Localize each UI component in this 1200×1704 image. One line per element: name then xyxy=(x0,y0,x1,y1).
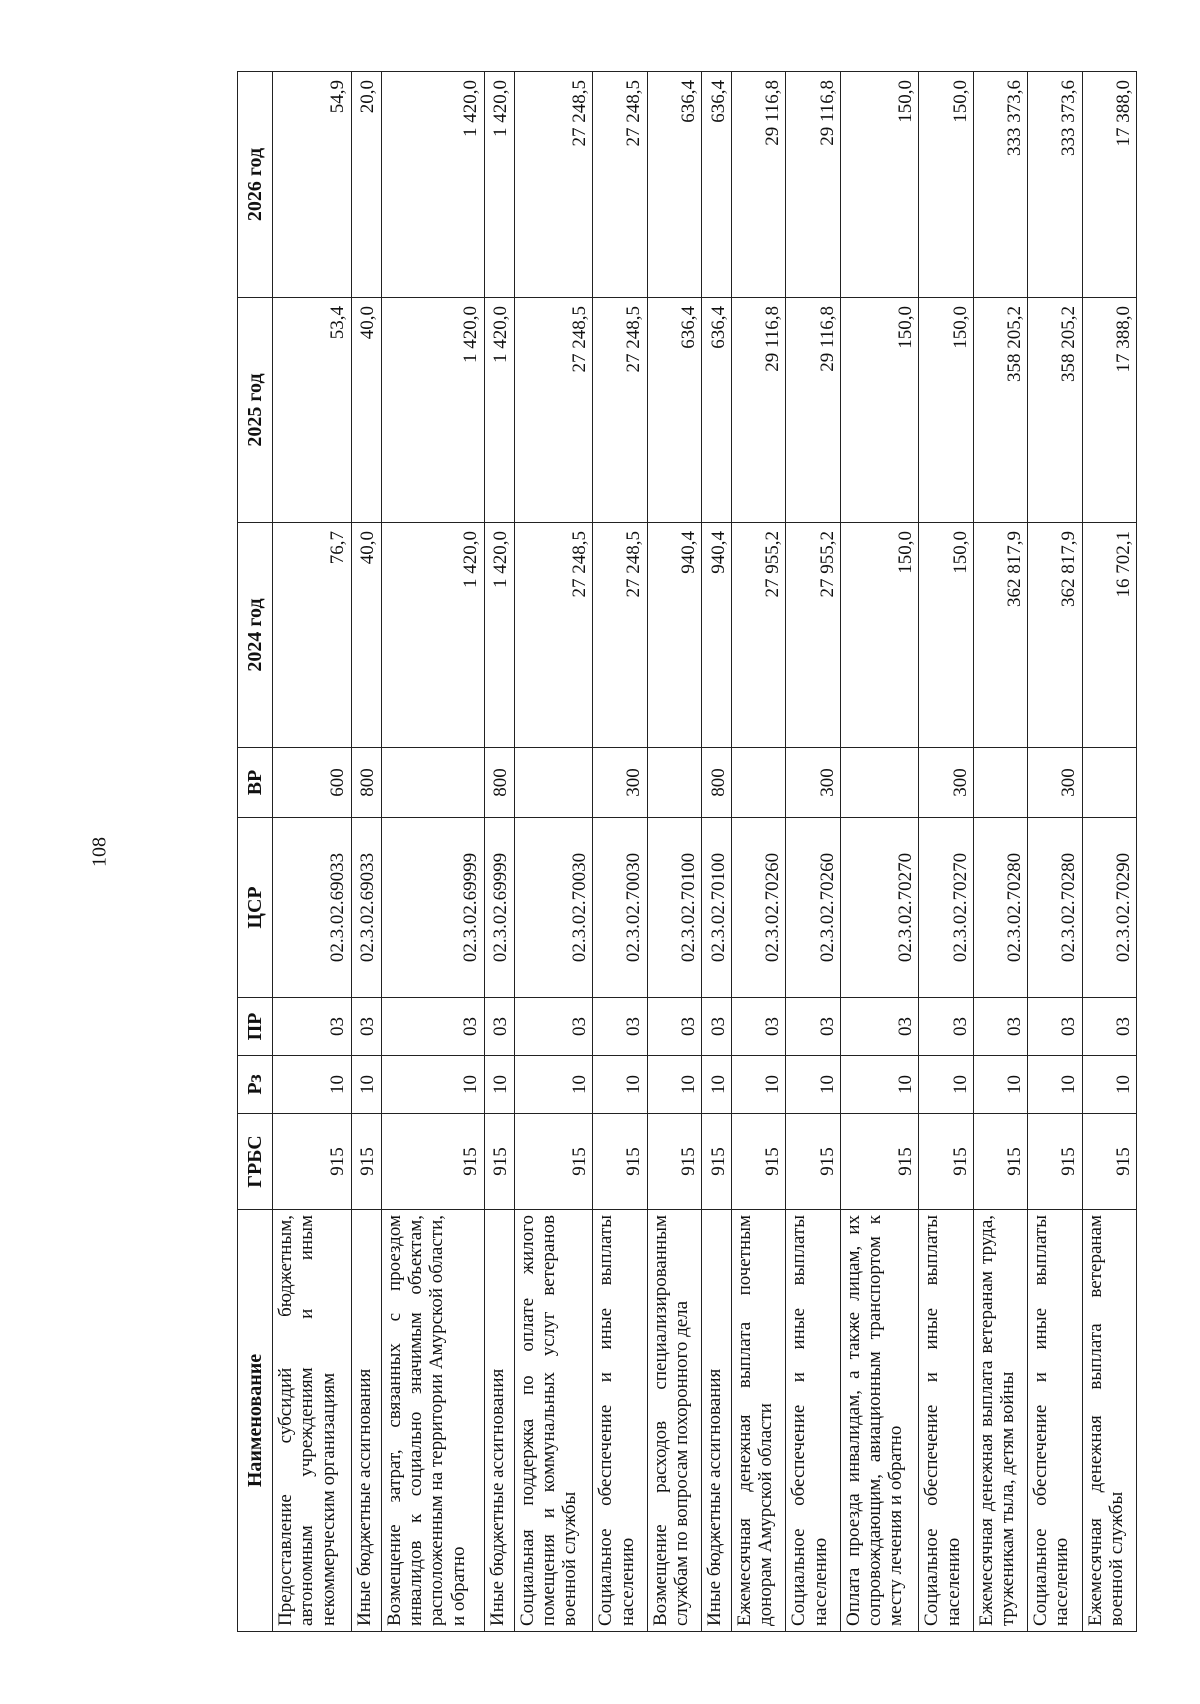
cell-2026: 636,4 xyxy=(702,72,732,298)
cell-grbs: 915 xyxy=(351,1114,381,1210)
cell-2025: 29 116,8 xyxy=(732,298,786,523)
cell-vr xyxy=(973,748,1027,818)
header-grbs: ГРБС xyxy=(238,1114,273,1210)
cell-pr: 03 xyxy=(1028,998,1082,1056)
cell-name: Ежемесячная денежная выплата ветеранам труда, труженикам тыла, детям войны xyxy=(973,1210,1027,1632)
cell-2025: 150,0 xyxy=(840,298,919,523)
cell-rz: 10 xyxy=(351,1056,381,1114)
cell-pr: 03 xyxy=(593,998,647,1056)
cell-rz: 10 xyxy=(840,1056,919,1114)
cell-name: Возмещение расходов специализированным службам по вопросам похоронного дела xyxy=(647,1210,701,1632)
cell-2025: 358 205,2 xyxy=(973,298,1027,523)
table-row xyxy=(1082,72,1137,1632)
cell-vr xyxy=(732,748,786,818)
cell-grbs: 915 xyxy=(732,1114,786,1210)
cell-2026: 333 373,6 xyxy=(973,72,1027,298)
cell-vr xyxy=(381,748,484,818)
cell-vr: 800 xyxy=(351,748,381,818)
cell-2026: 636,4 xyxy=(647,72,701,298)
cell-2026: 29 116,8 xyxy=(786,72,840,298)
cell-csr: 02.3.02.69033 xyxy=(351,818,381,998)
cell-pr: 03 xyxy=(732,998,786,1056)
cell-rz: 10 xyxy=(514,1056,593,1114)
cell-rz: 10 xyxy=(1082,1056,1137,1114)
cell-pr: 03 xyxy=(514,998,593,1056)
cell-2024: 940,4 xyxy=(702,523,732,748)
header-2025: 2025 год xyxy=(238,298,273,523)
cell-2025: 636,4 xyxy=(647,298,701,523)
cell-csr: 02.3.02.70270 xyxy=(919,818,973,998)
table-row xyxy=(702,72,732,1632)
cell-csr: 02.3.02.70270 xyxy=(840,818,919,998)
page-number: 108 xyxy=(88,837,111,867)
cell-pr: 03 xyxy=(1082,998,1137,1056)
cell-grbs: 915 xyxy=(1028,1114,1082,1210)
cell-2024: 27 248,5 xyxy=(514,523,593,748)
cell-2026: 27 248,5 xyxy=(593,72,647,298)
header-2026: 2026 год xyxy=(238,72,273,298)
cell-vr: 300 xyxy=(919,748,973,818)
cell-grbs: 915 xyxy=(593,1114,647,1210)
cell-vr xyxy=(840,748,919,818)
cell-2024: 76,7 xyxy=(273,523,352,748)
cell-2025: 150,0 xyxy=(919,298,973,523)
cell-2025: 1 420,0 xyxy=(381,298,484,523)
cell-rz: 10 xyxy=(1028,1056,1082,1114)
cell-2026: 27 248,5 xyxy=(514,72,593,298)
cell-pr: 03 xyxy=(647,998,701,1056)
cell-grbs: 915 xyxy=(973,1114,1027,1210)
cell-csr: 02.3.02.70100 xyxy=(702,818,732,998)
cell-rz: 10 xyxy=(273,1056,352,1114)
cell-pr: 03 xyxy=(786,998,840,1056)
cell-name: Возмещение затрат, связанных с проездом инвалидов к социально значимым объектам, расположенным на территории Амурской области, и обратно xyxy=(381,1210,484,1632)
cell-csr: 02.3.02.70260 xyxy=(732,818,786,998)
cell-2026: 1 420,0 xyxy=(381,72,484,298)
cell-pr: 03 xyxy=(273,998,352,1056)
cell-vr: 300 xyxy=(786,748,840,818)
cell-name: Ежемесячная денежная выплата ветеранам военной службы xyxy=(1082,1210,1137,1632)
cell-grbs: 915 xyxy=(381,1114,484,1210)
cell-csr: 02.3.02.69999 xyxy=(484,818,514,998)
cell-name: Оплата проезда инвалидам, а также лицам, их сопровождающим, авиационным транспортом к месту лечения и обратно xyxy=(840,1210,919,1632)
cell-grbs: 915 xyxy=(1082,1114,1137,1210)
cell-2026: 29 116,8 xyxy=(732,72,786,298)
cell-2026: 54,9 xyxy=(273,72,352,298)
cell-grbs: 915 xyxy=(647,1114,701,1210)
table-row xyxy=(840,72,919,1632)
cell-rz: 10 xyxy=(647,1056,701,1114)
cell-2024: 1 420,0 xyxy=(484,523,514,748)
header-pr: ПР xyxy=(238,998,273,1056)
cell-2025: 17 388,0 xyxy=(1082,298,1137,523)
cell-2025: 27 248,5 xyxy=(593,298,647,523)
cell-csr: 02.3.02.70100 xyxy=(647,818,701,998)
cell-csr: 02.3.02.70290 xyxy=(1082,818,1137,998)
cell-csr: 02.3.02.70280 xyxy=(973,818,1027,998)
cell-2024: 27 248,5 xyxy=(593,523,647,748)
table-row xyxy=(919,72,973,1632)
cell-rz: 10 xyxy=(702,1056,732,1114)
cell-csr: 02.3.02.70260 xyxy=(786,818,840,998)
cell-grbs: 915 xyxy=(840,1114,919,1210)
cell-pr: 03 xyxy=(351,998,381,1056)
cell-2024: 40,0 xyxy=(351,523,381,748)
cell-pr: 03 xyxy=(702,998,732,1056)
cell-2025: 53,4 xyxy=(273,298,352,523)
cell-rz: 10 xyxy=(973,1056,1027,1114)
table-row xyxy=(514,72,593,1632)
budget-table xyxy=(237,71,1137,1632)
cell-rz: 10 xyxy=(919,1056,973,1114)
cell-vr: 300 xyxy=(593,748,647,818)
cell-rz: 10 xyxy=(593,1056,647,1114)
table-row xyxy=(973,72,1027,1632)
cell-2026: 20,0 xyxy=(351,72,381,298)
cell-vr xyxy=(514,748,593,818)
cell-vr: 300 xyxy=(1028,748,1082,818)
header-csr: ЦСР xyxy=(238,818,273,998)
cell-name: Социальное обеспечение и иные выплаты населению xyxy=(919,1210,973,1632)
cell-grbs: 915 xyxy=(702,1114,732,1210)
cell-2024: 362 817,9 xyxy=(1028,523,1082,748)
cell-2026: 1 420,0 xyxy=(484,72,514,298)
cell-pr: 03 xyxy=(919,998,973,1056)
budget-table-wrapper xyxy=(237,72,1137,1632)
cell-rz: 10 xyxy=(381,1056,484,1114)
table-body xyxy=(273,72,1137,1632)
cell-2024: 16 702,1 xyxy=(1082,523,1137,748)
cell-2024: 1 420,0 xyxy=(381,523,484,748)
cell-rz: 10 xyxy=(786,1056,840,1114)
cell-name: Иные бюджетные ассигнования xyxy=(484,1210,514,1632)
cell-grbs: 915 xyxy=(786,1114,840,1210)
cell-grbs: 915 xyxy=(514,1114,593,1210)
cell-vr: 800 xyxy=(702,748,732,818)
cell-csr: 02.3.02.69999 xyxy=(381,818,484,998)
cell-2026: 333 373,6 xyxy=(1028,72,1082,298)
cell-2024: 940,4 xyxy=(647,523,701,748)
cell-rz: 10 xyxy=(732,1056,786,1114)
cell-pr: 03 xyxy=(381,998,484,1056)
cell-pr: 03 xyxy=(973,998,1027,1056)
cell-name: Социальное обеспечение и иные выплаты населению xyxy=(1028,1210,1082,1632)
cell-vr: 800 xyxy=(484,748,514,818)
cell-name: Социальная поддержка по оплате жилого помещения и коммунальных услуг ветеранов военной службы xyxy=(514,1210,593,1632)
table-header-row xyxy=(238,72,273,1632)
cell-pr: 03 xyxy=(484,998,514,1056)
table-row xyxy=(351,72,381,1632)
cell-2026: 17 388,0 xyxy=(1082,72,1137,298)
table-row xyxy=(1028,72,1082,1632)
cell-pr: 03 xyxy=(840,998,919,1056)
table-row xyxy=(381,72,484,1632)
cell-name: Ежемесячная денежная выплата почетным донорам Амурской области xyxy=(732,1210,786,1632)
cell-2025: 1 420,0 xyxy=(484,298,514,523)
cell-2024: 362 817,9 xyxy=(973,523,1027,748)
cell-name: Социальное обеспечение и иные выплаты населению xyxy=(786,1210,840,1632)
table-row xyxy=(273,72,352,1632)
cell-2026: 150,0 xyxy=(919,72,973,298)
header-vr: ВР xyxy=(238,748,273,818)
table-row xyxy=(484,72,514,1632)
cell-name: Иные бюджетные ассигнования xyxy=(702,1210,732,1632)
cell-rz: 10 xyxy=(484,1056,514,1114)
cell-2025: 358 205,2 xyxy=(1028,298,1082,523)
cell-2026: 150,0 xyxy=(840,72,919,298)
table-row xyxy=(732,72,786,1632)
table-row xyxy=(647,72,701,1632)
cell-2024: 150,0 xyxy=(919,523,973,748)
table-row xyxy=(786,72,840,1632)
table-row xyxy=(593,72,647,1632)
cell-vr: 600 xyxy=(273,748,352,818)
cell-grbs: 915 xyxy=(484,1114,514,1210)
cell-2024: 150,0 xyxy=(840,523,919,748)
cell-2025: 636,4 xyxy=(702,298,732,523)
cell-2025: 29 116,8 xyxy=(786,298,840,523)
cell-2025: 27 248,5 xyxy=(514,298,593,523)
cell-2024: 27 955,2 xyxy=(732,523,786,748)
cell-vr xyxy=(647,748,701,818)
cell-2025: 40,0 xyxy=(351,298,381,523)
cell-vr xyxy=(1082,748,1137,818)
cell-grbs: 915 xyxy=(273,1114,352,1210)
cell-csr: 02.3.02.70030 xyxy=(593,818,647,998)
cell-csr: 02.3.02.70280 xyxy=(1028,818,1082,998)
header-rz: Рз xyxy=(238,1056,273,1114)
cell-name: Предоставление субсидий бюджетным, автономным учреждениям и иным некоммерческим организациям xyxy=(273,1210,352,1632)
cell-csr: 02.3.02.69033 xyxy=(273,818,352,998)
cell-name: Иные бюджетные ассигнования xyxy=(351,1210,381,1632)
cell-2024: 27 955,2 xyxy=(786,523,840,748)
cell-grbs: 915 xyxy=(919,1114,973,1210)
cell-name: Социальное обеспечение и иные выплаты населению xyxy=(593,1210,647,1632)
header-name: Наименование xyxy=(238,1210,273,1632)
cell-csr: 02.3.02.70030 xyxy=(514,818,593,998)
header-2024: 2024 год xyxy=(238,523,273,748)
